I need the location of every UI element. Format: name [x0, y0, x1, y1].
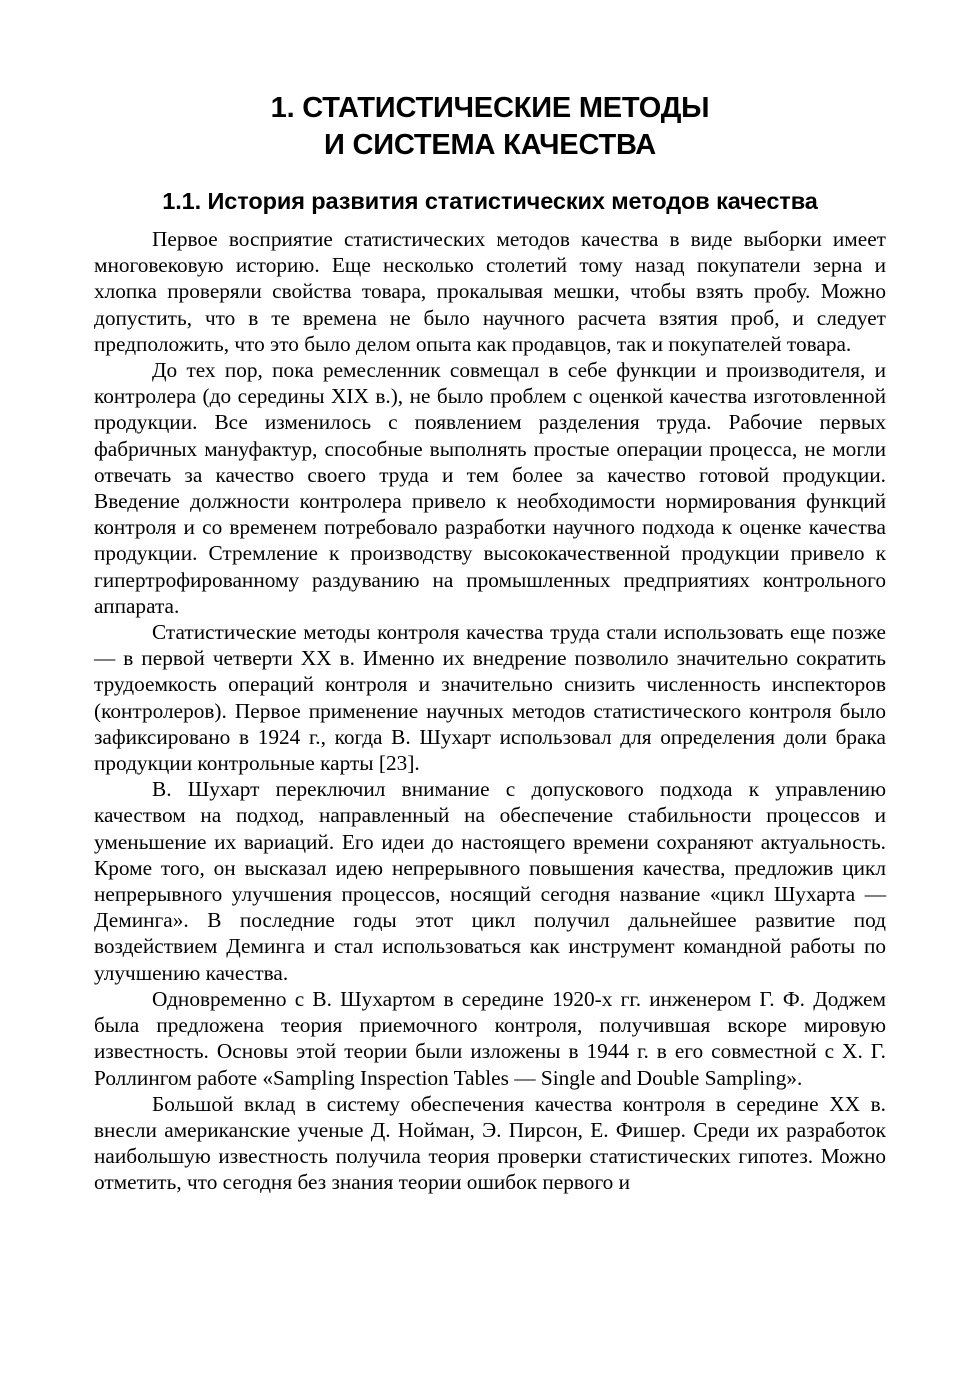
paragraph-5: Одновременно с В. Шухартом в середине 1920-х гг. инженером Г. Ф. Доджем была предложена теория приемочного контроля, получившая вскоре мировую известность. Основы этой теории были изложены в 1944 г. в его совместной с Х. Г. Роллингом работе «Sampling Inspection Tables — Single and Double Sampling». — [94, 986, 886, 1090]
paragraph-4: В. Шухарт переключил внимание с допускового подхода к управлению качеством на подход, направленный на обеспечение стабильности процессов и уменьшение их вариаций. Его идеи до настоящего времени сохраняют актуальность. Кроме того, он высказал идею непрерывного повышения качества, предложив цикл непрерывного улучшения процессов, носящий сегодня название «цикл Шухарта — Деминга». В последние годы этот цикл получил дальнейшее развитие под воздействием Деминга и стал использоваться как инструмент командной работы по улучшению качества. — [94, 777, 886, 985]
chapter-title — [94, 90, 886, 164]
body-text — [94, 226, 886, 1196]
paragraph-2: До тех пор, пока ремесленник совмещал в себе функции и производителя, и контролера (до середины XIX в.), не было проблем с оценкой качества изготовленной продукции. Все изменилось с появлением разделения труда. Рабочие первых фабричных мануфактур, способные выполнять простые операции процесса, не могли отвечать за качество своего труда и тем более за качество готовой продукции. Введение должности контролера привело к необходимости нормирования функций контроля и со временем потребовало разработки научного подхода к оценке качества продукции. Стремление к производству высококачественной продукции привело к гипертрофированному раздуванию на промышленных предприятиях контрольного аппарата. — [94, 358, 886, 618]
section-title: 1.1. История развития статистических методов качества — [162, 188, 818, 214]
paragraph-1: Первое восприятие статистических методов качества в виде выборки имеет многовековую историю. Еще несколько столетий тому назад покупатели зерна и хлопка проверяли свойства товара, прокалывая мешки, чтобы взять пробу. Можно допустить, что в те времена не было научного расчета взятия проб, и следует предположить, что это было делом опыта как продавцов, так и покупателей товара. — [94, 227, 886, 356]
paragraph-3: Статистические методы контроля качества труда стали использовать еще позже — в первой четверти XX в. Именно их внедрение позволило значительно сократить трудоемкость операций контроля и значительно снизить численность инспекторов (контролеров). Первое применение научных методов статистического контроля было зафиксировано в 1924 г., когда В. Шухарт использовал для определения доли брака продукции контрольные карты [23]. — [94, 620, 886, 776]
chapter-title-line-2: И СИСТЕМА КАЧЕСТВА — [323, 129, 657, 161]
chapter-title-line-1: 1. СТАТИСТИЧЕСКИЕ МЕТОДЫ — [270, 92, 710, 124]
document-page — [94, 90, 886, 1196]
paragraph-6: Большой вклад в систему обеспечения качества контроля в середине XX в. внесли американские ученые Д. Нойман, Э. Пирсон, Е. Фишер. Среди их разработок наибольшую известность получила теория проверки статистических гипотез. Можно отметить, что сегодня без знания теории ошибок первого и — [94, 1091, 886, 1195]
